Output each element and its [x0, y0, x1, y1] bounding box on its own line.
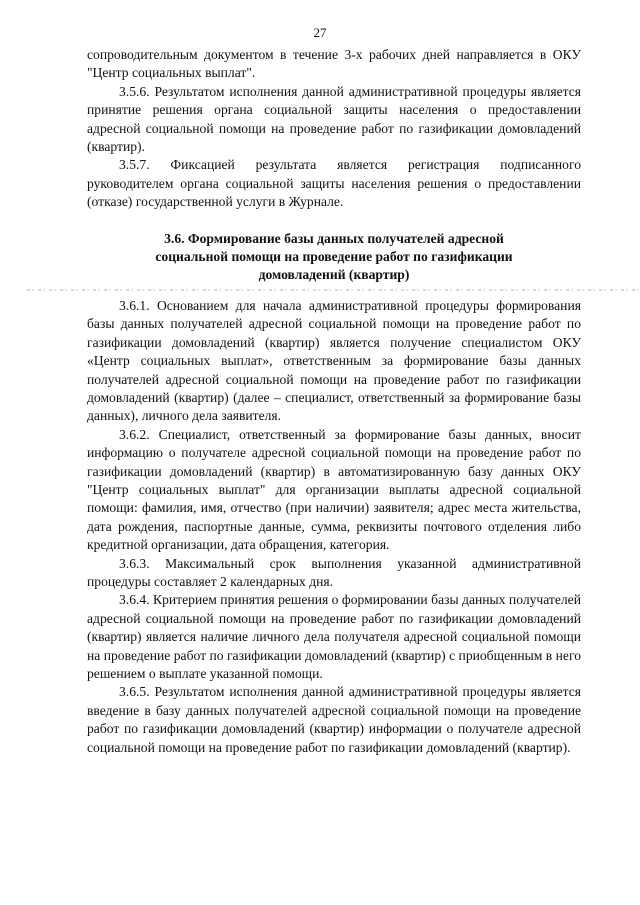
paragraph-3-6-5: 3.6.5. Результатом исполнения данной административной процедуры является введение в базу данных получателей адресной социальной помощи на проведение работ по газификации домовладений (квартир) информации о получателе адресной социальной помощи на проведение работ по газификации домовладений (квартир). [87, 684, 581, 755]
paragraph-continuation: сопроводительным документом в течение 3-х рабочих дней направляется в ОКУ "Центр социальных выплат". [87, 47, 581, 81]
paragraph-3-6-1: 3.6.1. Основанием для начала административной процедуры формирования базы данных получателей адресной социальной помощи на проведение работ по газификации домовладений (квартир) является получение специалистом ОКУ «Центр социальных выплат», ответственным за формирование базы данных получателей адресной социальной помощи на проведение работ по газификации домовладений (квартир) (далее – специалист, ответственный за формирование базы данных), личного дела заявителя. [87, 297, 581, 424]
section-heading-3-6: 3.6. Формирование базы данных получателей адресной социальной помощи на проведение работ по газификации домовладений (квартир) [155, 230, 513, 283]
page-number: 27 [313, 25, 327, 40]
paragraph-3-6-4: 3.6.4. Критерием принятия решения о формировании базы данных получателей адресной социальной помощи на проведение работ по газификации домовладений (квартир) является наличие личного дела получателя адресной социальной помощи на проведение работ по газификации домовладений (квартир) с приобщенным в него решением о выплате указанной помощи. [87, 592, 581, 681]
paragraph-3-6-2: 3.6.2. Специалист, ответственный за формирование базы данных, вносит информацию о получателе адресной социальной помощи на проведение работ по газификации домовладений (квартир) в автоматизированную базу данных ОКУ "Центр социальных выплат" для организации выплаты адресной социальной помощи: фамилия, имя, отчество (при наличии) заявителя; адрес места жительства, дата рождения, паспортные данные, сумма, реквизиты почтового отделения либо кредитной организации, дата обращения, категория. [87, 426, 581, 553]
paragraph-3-6-3: 3.6.3. Максимальный срок выполнения указанной административной процедуры составляет 2 календарных дня. [87, 555, 581, 589]
paragraph-3-5-7: 3.5.7. Фиксацией результата является регистрация подписанного руководителем органа социальной защиты населения решения о предоставлении (отказе) государственной услуги в Журнале. [87, 157, 581, 210]
scan-noise-line [27, 289, 640, 291]
paragraph-3-5-6: 3.5.6. Результатом исполнения данной административной процедуры является принятие решения органа социальной защиты населения о предоставлении адресной социальной помощи на проведение работ по газификации домовладений (квартир). [87, 83, 581, 155]
document-body [87, 46, 581, 757]
